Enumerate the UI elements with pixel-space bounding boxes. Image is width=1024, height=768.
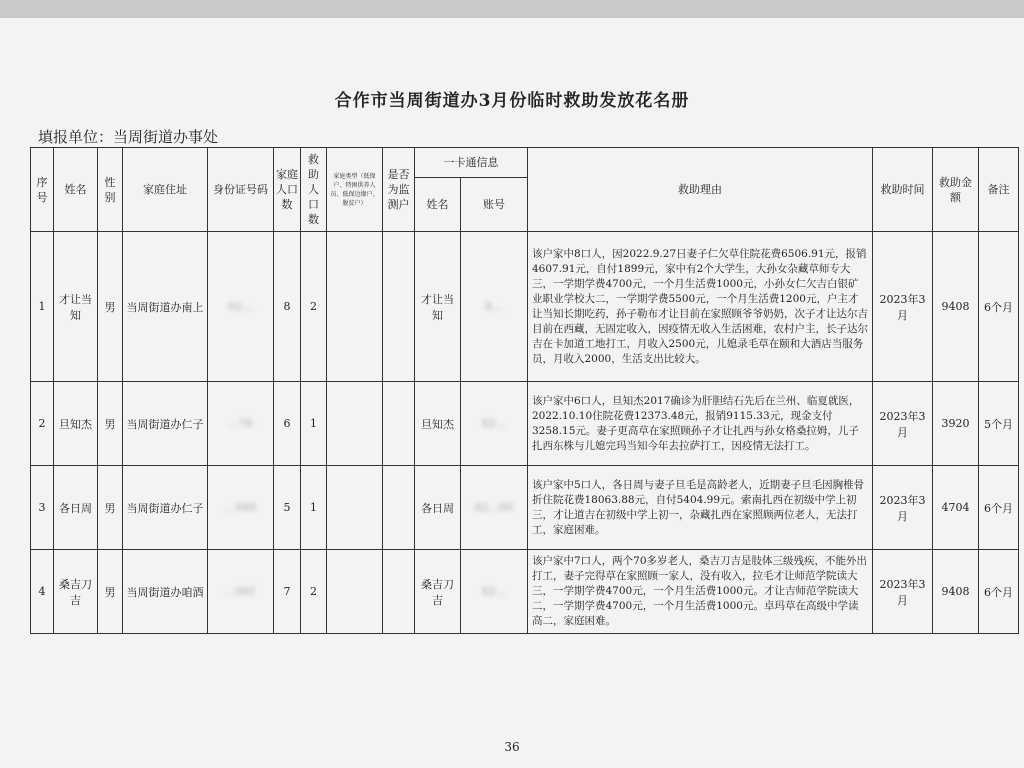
- row-card-account: [461, 550, 528, 634]
- header-card-account: 账号: [461, 178, 528, 232]
- row-family-count: 7: [274, 550, 301, 634]
- row-gender: 男: [98, 466, 123, 550]
- row-card-name: 桑吉刀吉: [415, 550, 461, 634]
- row-name: 桑吉刀吉: [54, 550, 98, 634]
- row-note: 6个月: [979, 466, 1019, 550]
- header-id: 身份证号码: [208, 148, 274, 232]
- row-address: 当周街道办仁子: [123, 466, 208, 550]
- header-amount: 救助金额: [933, 148, 979, 232]
- row-family-count: 6: [274, 382, 301, 466]
- row-card-name: 各日周: [415, 466, 461, 550]
- row-aid-time: 2023年3月: [873, 232, 933, 382]
- row-reason: 该户家中8口人，因2022.9.27日妻子仁欠草住院花费6506.91元，报销4607.91元，自付1899元，家中有2个大学生，大孙女杂藏草师专大三，一学期学费4700元，一个月生活费1000元，小孙女仁欠吉白银矿业职业学校大二，一学期学费5500元，一个月生活费1200元，户主才让当知长期吃药，孙子勒布才让目前在家照顾爷爷奶奶，次子才让达尔吉目前在西藏，无固定收入，因疫情无收入生活困难，农村户主，长子达尔吉在卡加道工地打工，月收入2500元，儿媳录毛草在颐和大酒店当服务员，月收入2000，生活支出比较大。: [528, 232, 873, 382]
- row-monitored: [383, 466, 415, 550]
- row-name: 各日周: [54, 466, 98, 550]
- table-row: [31, 550, 1019, 634]
- row-gender: 男: [98, 382, 123, 466]
- row-id-value: ...76: [228, 417, 253, 430]
- row-name: 才让当知: [54, 232, 98, 382]
- row-seq: 3: [31, 466, 54, 550]
- row-card-account: [461, 382, 528, 466]
- header-monitored: 是否为监测户: [383, 148, 415, 232]
- row-card-name: 才让当知: [415, 232, 461, 382]
- row-family-type: [327, 382, 383, 466]
- row-monitored: [383, 232, 415, 382]
- row-card-account: [461, 232, 528, 382]
- row-address: 当周街道办南上: [123, 232, 208, 382]
- row-id: [208, 550, 274, 634]
- row-family-type: [327, 232, 383, 382]
- row-aid-time: 2023年3月: [873, 550, 933, 634]
- table-row: [31, 232, 1019, 382]
- row-note: 5个月: [979, 382, 1019, 466]
- header-aid-time: 救助时间: [873, 148, 933, 232]
- row-reason: 该户家中7口人，两个70多岁老人，桑吉刀吉是肢体三级残疾，不能外出打工，妻子完得草在家照顾一家人，没有收入，拉毛才让师范学院读大三，一学期学费4700元，一个月生活费1000元。才让吉师范学院读大二，一学期学费4700元，一个月生活费1000元。卓玛草在高级中学读高二，家庭困难。: [528, 550, 873, 634]
- header-card-name: 姓名: [415, 178, 461, 232]
- row-amount: 9408: [933, 550, 979, 634]
- header-seq: 序号: [31, 148, 54, 232]
- row-seq: 2: [31, 382, 54, 466]
- row-address: 当周街道办仁子: [123, 382, 208, 466]
- row-card-account-value: 8...: [485, 300, 503, 313]
- table-row: [31, 382, 1019, 466]
- row-reason: 该户家中6口人，旦知杰2017确诊为肝胆结石先后在兰州、临夏就医，2022.10.10住院花费12373.48元，报销9115.33元，现金支付3258.15元。妻子更高草在家照顾孙子才让扎西与孙女格桑拉姆，儿子扎西东株与儿媳完玛当知今年去拉萨打工，因疫情无法打工。: [528, 382, 873, 466]
- row-aid-count: 2: [301, 550, 327, 634]
- row-note: 6个月: [979, 232, 1019, 382]
- row-card-account-value: 82...: [481, 585, 507, 598]
- table-row: [31, 466, 1019, 550]
- row-id: [208, 466, 274, 550]
- header-address: 家庭住址: [123, 148, 208, 232]
- header-family-type: 家庭类型（低保户、特困供养人员、低保边缘户、脱贫户）: [327, 148, 383, 232]
- row-gender: 男: [98, 232, 123, 382]
- row-aid-time: 2023年3月: [873, 466, 933, 550]
- row-family-type: [327, 466, 383, 550]
- row-aid-count: 2: [301, 232, 327, 382]
- row-id: [208, 232, 274, 382]
- row-reason: 该户家中5口人，各日周与妻子旦毛是高龄老人，近期妻子旦毛因胸椎骨折住院花费18063.88元，自付5404.99元。索南扎西在初级中学上初三，才让道吉在初级中学上初一，杂藏扎西在家照顾两位老人，无法打工，家庭困难。: [528, 466, 873, 550]
- row-monitored: [383, 382, 415, 466]
- row-note: 6个月: [979, 550, 1019, 634]
- reporting-unit: 填报单位：当周街道办事处: [38, 128, 219, 146]
- row-monitored: [383, 550, 415, 634]
- row-card-account-value: 82...00: [474, 501, 514, 514]
- aid-roster-table: [30, 147, 1019, 634]
- row-aid-count: 1: [301, 382, 327, 466]
- header-aid-count: 救助人口数: [301, 148, 327, 232]
- row-gender: 男: [98, 550, 123, 634]
- header-name: 姓名: [54, 148, 98, 232]
- document-title: 合作市当周街道办3月份临时救助发放花名册: [334, 91, 690, 111]
- header-gender: 性别: [98, 148, 123, 232]
- row-card-account: [461, 466, 528, 550]
- header-note: 备注: [979, 148, 1019, 232]
- row-family-type: [327, 550, 383, 634]
- row-amount: 3920: [933, 382, 979, 466]
- row-seq: 1: [31, 232, 54, 382]
- row-id-value: 62...: [228, 300, 253, 313]
- row-id: [208, 382, 274, 466]
- row-id-value: ...948: [224, 501, 257, 514]
- header-card-group: 一卡通信息: [415, 148, 528, 178]
- row-address: 当周街道办咱酒: [123, 550, 208, 634]
- row-aid-time: 2023年3月: [873, 382, 933, 466]
- page-number: 36: [504, 740, 520, 754]
- row-amount: 9408: [933, 232, 979, 382]
- row-family-count: 5: [274, 466, 301, 550]
- row-name: 旦知杰: [54, 382, 98, 466]
- row-aid-count: 1: [301, 466, 327, 550]
- row-card-account-value: 82...: [481, 417, 507, 430]
- header-family-count: 家庭人口数: [274, 148, 301, 232]
- row-amount: 4704: [933, 466, 979, 550]
- header-reason: 救助理由: [528, 148, 873, 232]
- row-family-count: 8: [274, 232, 301, 382]
- row-id-value: ...981: [224, 585, 257, 598]
- row-card-name: 旦知杰: [415, 382, 461, 466]
- row-seq: 4: [31, 550, 54, 634]
